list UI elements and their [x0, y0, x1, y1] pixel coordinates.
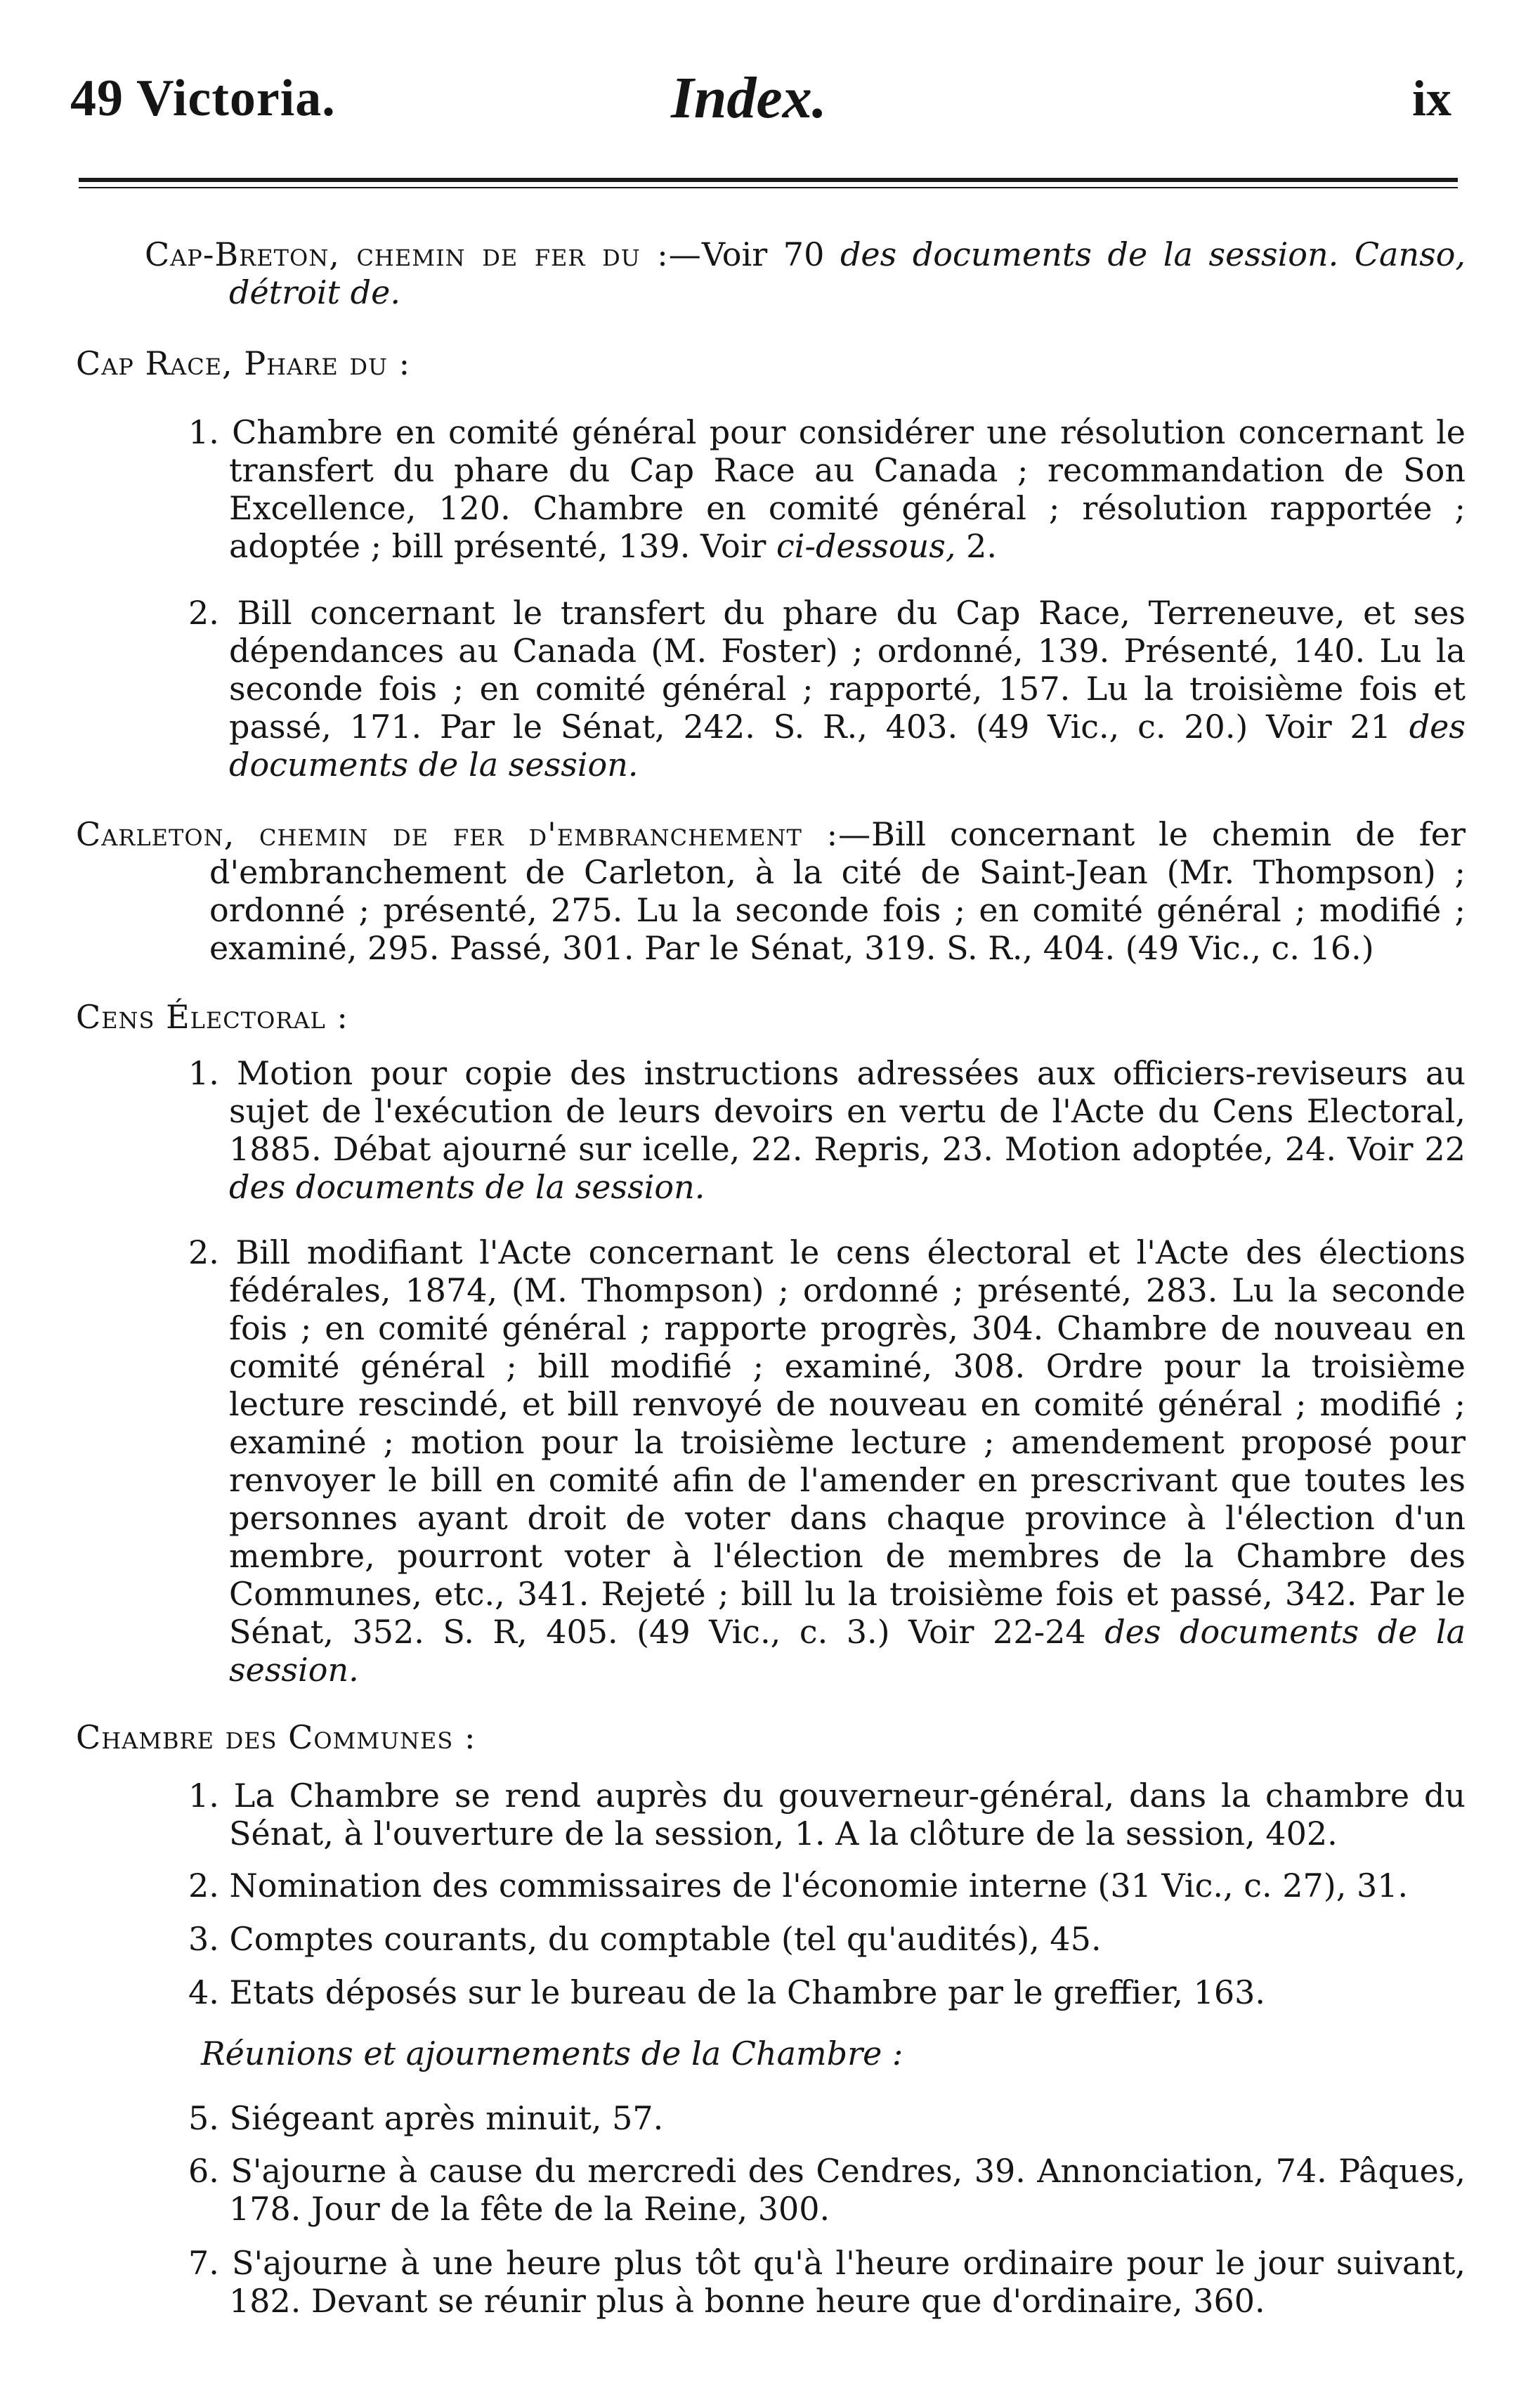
- entry-heading: Cap-Breton, chemin de fer du :—: [145, 235, 702, 273]
- entry-heading: Carleton, chemin de fer d'embranchement :—: [76, 815, 872, 853]
- item-number: 7.: [188, 2244, 219, 2282]
- item-number: 1.: [188, 1777, 219, 1815]
- list-item: [67, 2099, 1466, 2137]
- entry-heading-text: Chambre des Communes :: [76, 1718, 476, 1756]
- item-text: Nomination des commissaires de l'économie interne (31 Vic., c. 27), 31.: [229, 1867, 1409, 1905]
- list-item: [67, 413, 1466, 565]
- list-item: [67, 1920, 1466, 1958]
- item-text: Motion pour copie des instructions adressées aux officiers-reviseurs au sujet de l'exécution de leurs devoirs en vertu de l'Acte du Cens Electoral, 1885. Débat ajourné sur icelle, 22. Repris, 23. Motion adoptée, 24. Voir 22: [229, 1054, 1466, 1168]
- entry-text: Voir 70: [701, 235, 840, 273]
- item-number: 3.: [188, 1920, 219, 1958]
- list-item: [67, 1973, 1466, 2011]
- running-head-left: 49 Victoria.: [70, 70, 336, 127]
- subheading: [67, 2035, 1466, 2072]
- item-number: 1.: [188, 1054, 219, 1092]
- entry-heading-text: Cap Race, Phare du :: [76, 344, 411, 382]
- subheading-text: Réunions et ajournements de la Chambre :: [201, 2035, 903, 2072]
- item-italic: des documents de la session.: [229, 708, 1466, 784]
- item-text: Bill concernant le transfert du phare du Cap Race, Terreneuve, et ses dépendances au Canada (M. Foster) ; ordonné, 139. Présenté, 140. Lu la seconde fois ; en comité général ; rapporté, 157. Lu la troisième fois et passé, 171. Par le Sénat, 242. S. R., 403. (49 Vic., c. 20.) Voir 21: [229, 594, 1466, 746]
- item-number: 4.: [188, 1973, 219, 2011]
- item-number: 2.: [188, 1867, 219, 1905]
- item-text: La Chambre se rend auprès du gouverneur-général, dans la chambre du Sénat, à l'ouverture de la session, 1. A la clôture de la session, 402.: [229, 1777, 1466, 1853]
- entry-heading: [67, 344, 1466, 382]
- item-paragraph: [67, 1054, 1466, 1206]
- item-paragraph: [67, 2244, 1466, 2320]
- list-item: [67, 1867, 1466, 1905]
- list-item: [67, 2244, 1466, 2320]
- list-item: [67, 2152, 1466, 2228]
- item-text: Siégeant après minuit, 57.: [229, 2099, 664, 2137]
- item-paragraph: [67, 1920, 1466, 1958]
- index-entry-cap-breton: [67, 235, 1466, 311]
- item-paragraph: [67, 1867, 1466, 1905]
- item-italic: des documents de la session.: [229, 1613, 1466, 1689]
- index-entry-cap-race: [67, 344, 1466, 382]
- list-item: [67, 1777, 1466, 1853]
- item-paragraph: [67, 594, 1466, 784]
- item-text: Etats déposés sur le bureau de la Chambre par le greffier, 163.: [229, 1973, 1266, 2011]
- entry-paragraph: [67, 815, 1466, 967]
- item-text: S'ajourne à cause du mercredi des Cendres, 39. Annonciation, 74. Pâques, 178. Jour de la fête de la Reine, 300.: [229, 2152, 1466, 2228]
- item-text: Bill modifiant l'Acte concernant le cens électoral et l'Acte des élections fédérales, 1874, (M. Thompson) ; ordonné ; présenté, 283. Lu la seconde fois ; en comité général ; rapporte progrès, 304. Chambre de nouveau en comité général ; bill modifié ; examiné, 308. Ordre pour la troisième lecture rescindé, et bill renvoyé de nouveau en comité général ; modifié ; examiné ; motion pour la troisième lecture ; amendement proposé pour renvoyer le bill en comité afin de l'amender en prescrivant que toutes les personnes ayant droit de voter dans chaque province à l'élection d'un membre, pourront voter à l'élection de membres de la Chambre des Communes, etc., 341. Rejeté ; bill lu la troisième fois et passé, 342. Par le Sénat, 352. S. R, 405. (49 Vic., c. 3.) Voir 22-24: [229, 1233, 1466, 1651]
- header-rule-thick: [79, 178, 1458, 182]
- item-italic: ci-dessous,: [776, 527, 956, 565]
- entry-heading-text: Cens Électoral :: [76, 998, 348, 1036]
- item-text: S'ajourne à une heure plus tôt qu'à l'heure ordinaire pour le jour suivant, 182. Devant se réunir plus à bonne heure que d'ordinaire, 360.: [229, 2244, 1466, 2320]
- item-text: Chambre en comité général pour considérer une résolution concernant le transfert du phare du Cap Race au Canada ; recommandation de Son Excellence, 120. Chambre en comité général ; résolution rapportée ; adoptée ; bill présenté, 139. Voir: [229, 413, 1466, 565]
- entry-heading: [67, 998, 1466, 1036]
- item-number: 5.: [188, 2099, 219, 2137]
- item-number: 2.: [188, 594, 219, 632]
- item-italic: des documents de la session.: [229, 1168, 705, 1206]
- item-paragraph: [67, 2152, 1466, 2228]
- item-paragraph: [67, 1777, 1466, 1853]
- item-paragraph: [67, 413, 1466, 565]
- index-entry-chambre-des-communes: [67, 1718, 1466, 1756]
- item-tail: 2.: [955, 527, 997, 565]
- running-head-title: Index.: [671, 65, 827, 131]
- entry-text: Bill concernant le chemin de fer d'embranchement de Carleton, à la cité de Saint-Jean (Mr. Thompson) ; ordonné ; présenté, 275. Lu la seconde fois ; en comité général ; modifié ; examiné, 295. Passé, 301. Par le Sénat, 319. S. R., 404. (49 Vic., c. 16.): [209, 815, 1466, 967]
- entry-paragraph: [67, 235, 1466, 311]
- entry-crossref: Canso, détroit de.: [229, 235, 1466, 311]
- item-paragraph: [67, 2099, 1466, 2137]
- item-number: 6.: [188, 2152, 219, 2190]
- item-paragraph: [67, 1973, 1466, 2011]
- item-number: 2.: [188, 1233, 219, 1271]
- page-number: ix: [1412, 70, 1452, 126]
- item-number: 1.: [188, 413, 219, 451]
- index-entry-cens-electoral: [67, 998, 1466, 1036]
- item-text: Comptes courants, du comptable (tel qu'audités), 45.: [229, 1920, 1102, 1958]
- header-rule-thin: [79, 187, 1458, 188]
- list-item: [67, 1054, 1466, 1206]
- entry-heading: [67, 1718, 1466, 1756]
- index-entry-carleton: [67, 815, 1466, 967]
- list-item: [67, 594, 1466, 784]
- entry-reference: des documents de la session.: [840, 235, 1339, 273]
- item-paragraph: [67, 1233, 1466, 1689]
- list-item: [67, 1233, 1466, 1689]
